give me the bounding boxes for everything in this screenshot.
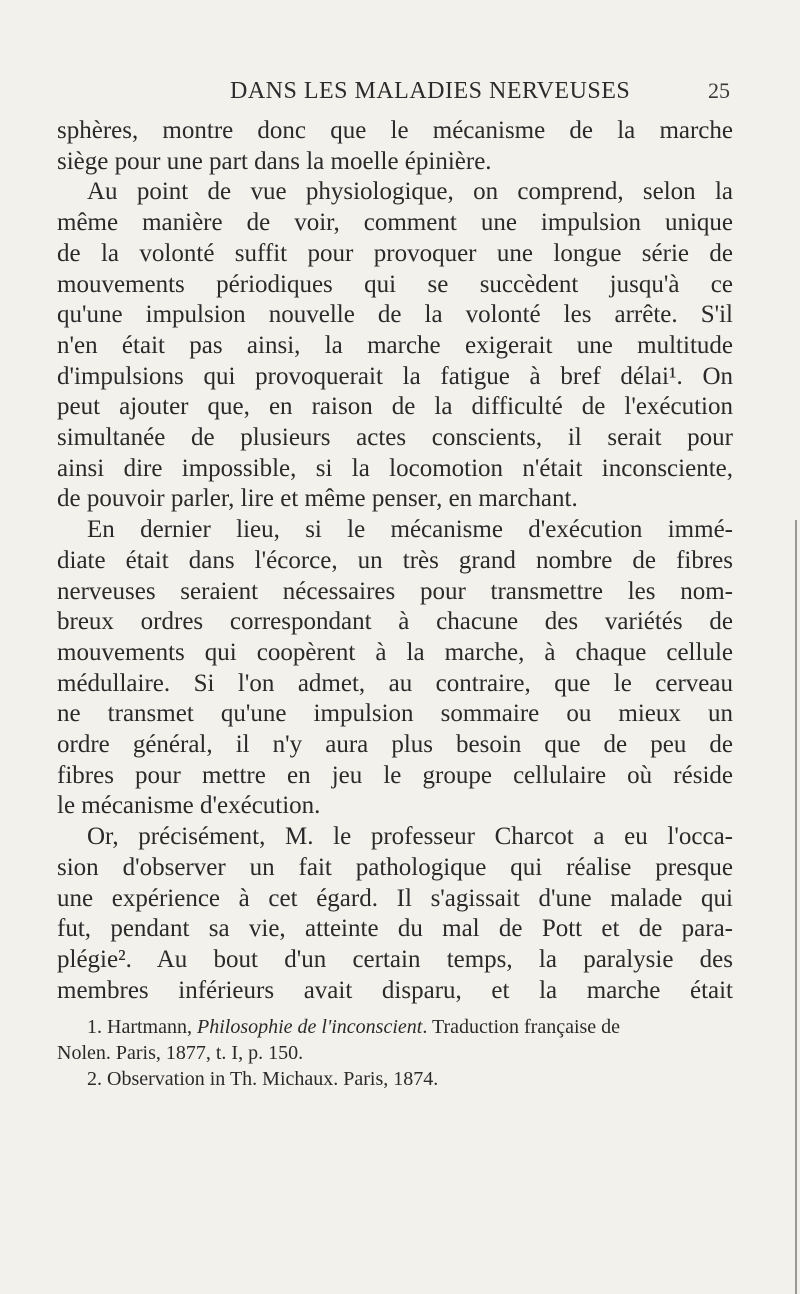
text-line: le mécanisme d'exécution. (57, 792, 321, 820)
text-line: mouvements périodiques qui se succèdent jusqu'à ce (57, 270, 733, 298)
text-line: sphères, montre donc que le mécanisme de la marche (57, 117, 733, 144)
footnote-1-continuation: Nolen. Paris, 1877, t. I, p. 150. (57, 1042, 304, 1064)
footnote-2: 2. Observation in Th. Michaux. Paris, 1874. (87, 1068, 439, 1090)
text-line: diate était dans l'écorce, un très grand nombre de fibres (57, 546, 733, 574)
footnote-1-title: Philosophie de l'inconscient (196, 1016, 423, 1038)
footnotes (57, 1014, 733, 1092)
footnote-1 (57, 1014, 733, 1040)
text-line: de la volonté suffit pour provoquer une longue série de (57, 239, 733, 267)
text-line: fibres pour mettre en jeu le groupe cellulaire où réside (57, 761, 733, 789)
text-line: médullaire. Si l'on admet, au contraire, que le cerveau (57, 669, 733, 697)
text-line: d'impulsions qui provoquerait la fatigue à bref délai¹. On (57, 362, 733, 390)
text-line: qu'une impulsion nouvelle de la volonté les arrête. S'il (57, 301, 733, 329)
text-line: simultanée de plusieurs actes conscients, il serait pour (57, 424, 733, 452)
text-line: de pouvoir parler, lire et même penser, en marchant. (57, 485, 578, 513)
text-line: breux ordres correspondant à chacune des variétés de (57, 608, 733, 636)
text-line: Au point de vue physiologique, on comprend, selon la (87, 178, 733, 206)
text-line: membres inférieurs avait disparu, et la marche était (57, 976, 733, 1004)
text-line: peut ajouter que, en raison de la difficulté de l'exécution (57, 393, 733, 421)
body-text (57, 116, 733, 1006)
page-number: 25 (708, 78, 730, 103)
text-line: En dernier lieu, si le mécanisme d'exécution immé- (87, 516, 733, 544)
text-line: mouvements qui coopèrent à la marche, à chaque cellule (57, 638, 733, 666)
text-line: une expérience à cet égard. Il s'agissait d'une malade qui (57, 884, 733, 912)
footnote-1-prefix: 1. Hartmann, (87, 1016, 197, 1038)
footnote-1-suffix: . Traduction française de (422, 1016, 621, 1038)
text-line: siège pour une part dans la moelle épinière. (57, 147, 492, 175)
text-line: ne transmet qu'une impulsion sommaire ou mieux un (57, 700, 733, 728)
text-line: n'en était pas ainsi, la marche exigerait une multitude (57, 331, 733, 359)
running-head: DANS LES MALADIES NERVEUSES (230, 78, 631, 104)
page-header (100, 78, 730, 118)
text-line: fut, pendant sa vie, atteinte du mal de Pott et de para- (57, 915, 733, 943)
text-line: nerveuses seraient nécessaires pour transmettre les nom- (57, 577, 733, 605)
page-edge-line (795, 520, 797, 1294)
text-line: Or, précisément, M. le professeur Charcot a eu l'occa- (87, 823, 733, 851)
text-line: plégie². Au bout d'un certain temps, la paralysie des (57, 945, 733, 973)
text-line: même manière de voir, comment une impulsion unique (57, 209, 733, 237)
text-line: ordre général, il n'y aura plus besoin que de peu de (57, 731, 733, 759)
text-line: sion d'observer un fait pathologique qui réalise presque (57, 853, 733, 881)
text-line: ainsi dire impossible, si la locomotion n'était inconsciente, (57, 454, 733, 482)
